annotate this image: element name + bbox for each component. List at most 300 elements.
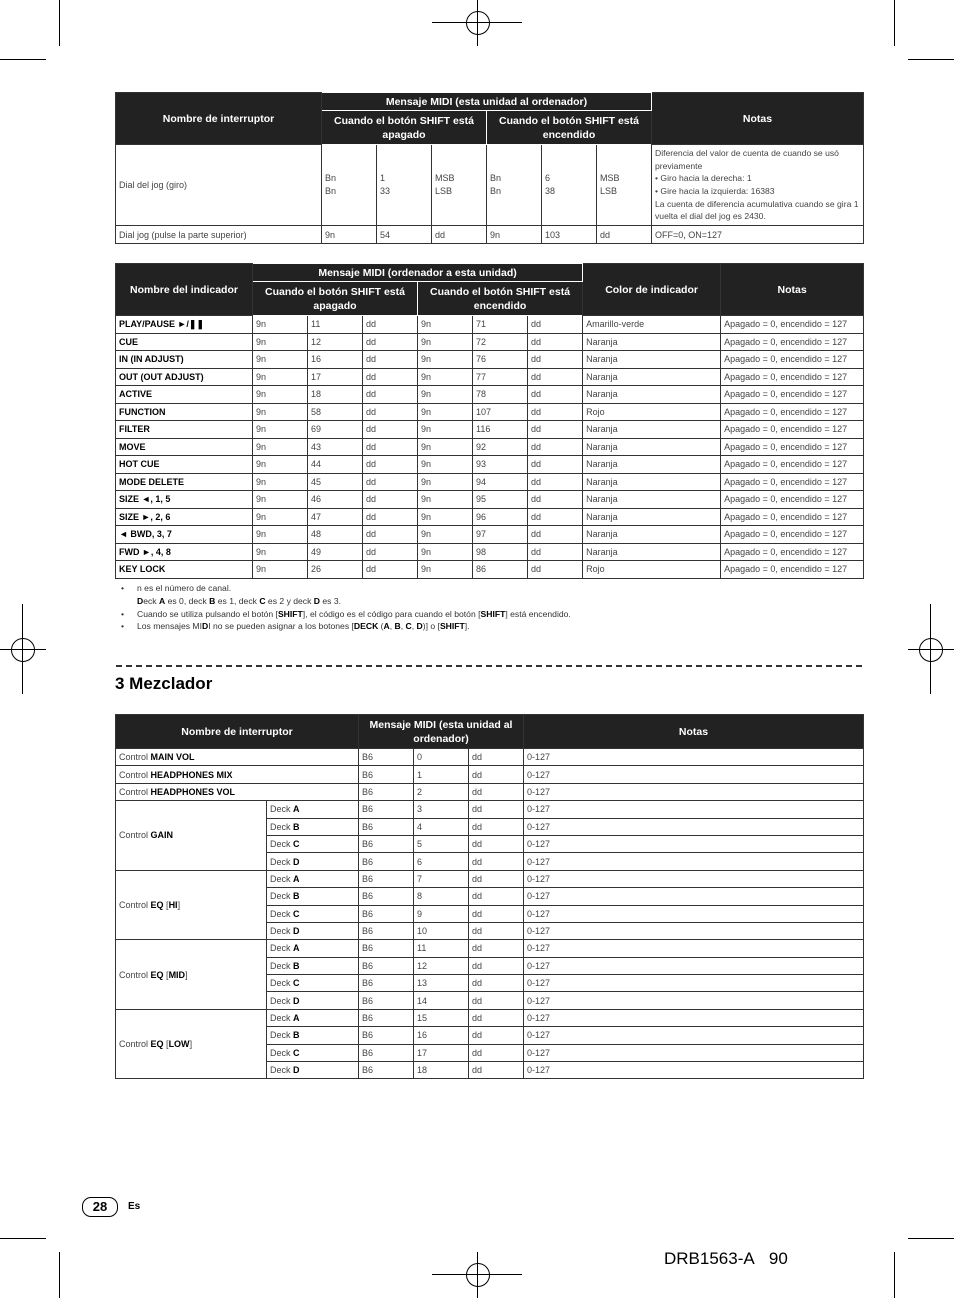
cell-notes: Diferencia del valor de cuenta de cuando se usó previamente • Giro hacia la derecha: 1 • Gire hacia la izquierda: 16383 La cuenta de diferencia acumulativa cuando se gira 1 vuelta el dial del jog es 2430. — [652, 145, 864, 226]
cell-notes: Apagado = 0, encendido = 127 — [721, 526, 864, 544]
cell-midi: 9n — [253, 491, 308, 509]
cell-notes: Apagado = 0, encendido = 127 — [721, 438, 864, 456]
cell-deck — [267, 957, 359, 974]
cell-midi: 6 — [414, 853, 469, 870]
cell-name — [116, 801, 267, 871]
table-row — [116, 749, 864, 766]
cell-midi: 9n — [418, 386, 473, 404]
cell-midi: 9n — [418, 456, 473, 474]
cell-midi: dd — [363, 368, 418, 386]
cell-notes: 0-127 — [524, 853, 864, 870]
table-row — [116, 526, 864, 544]
cell-midi: 9n — [253, 438, 308, 456]
cell-name: IN (IN ADJUST) — [116, 351, 253, 369]
cell-midi: 16 — [308, 351, 363, 369]
cell-midi: 9n — [418, 473, 473, 491]
table-row — [116, 403, 864, 421]
cell-midi: 116 — [473, 421, 528, 439]
cell-midi: dd — [469, 818, 524, 835]
cell-midi: dd — [363, 316, 418, 334]
deck-letter: D — [293, 1065, 300, 1076]
cell-color: Naranja — [583, 526, 721, 544]
bullet: • — [121, 608, 125, 619]
cell-midi: 9n — [418, 316, 473, 334]
cell-midi: B6 — [359, 975, 414, 992]
table-row — [116, 333, 864, 351]
cell-midi: 1 — [414, 766, 469, 783]
control-prefix: Control — [119, 1039, 149, 1050]
cell-midi: 96 — [473, 508, 528, 526]
cell-midi: 4 — [414, 818, 469, 835]
cell-midi: 9n — [253, 368, 308, 386]
cell-midi: 2 — [414, 783, 469, 800]
cell-midi: 12 — [308, 333, 363, 351]
cell-deck — [267, 922, 359, 939]
deck-letter: D — [293, 995, 300, 1006]
cell-name — [116, 749, 359, 766]
cell-name: Control EQ [LOW] — [116, 1009, 267, 1079]
cell-notes: 0-127 — [524, 818, 864, 835]
mixer-rows — [116, 749, 864, 1079]
cell-midi: 15 — [414, 1009, 469, 1026]
cell-midi: dd — [363, 333, 418, 351]
cell-midi: 3 — [414, 801, 469, 818]
cell-midi: dd — [469, 853, 524, 870]
cell-notes: Apagado = 0, encendido = 127 — [721, 456, 864, 474]
cell-name: Dial del jog (giro) — [116, 145, 322, 226]
cell-name: MOVE — [116, 438, 253, 456]
cell-midi: B6 — [359, 1044, 414, 1061]
col-header-midi: Mensaje MIDI (ordenador a esta unidad) — [253, 264, 583, 282]
cell-midi: dd — [469, 835, 524, 852]
cell-name — [116, 766, 359, 783]
table-row — [116, 473, 864, 491]
cell-notes: Apagado = 0, encendido = 127 — [721, 508, 864, 526]
cell-deck — [267, 801, 359, 818]
deck-letter: B — [293, 821, 300, 832]
cell-midi: 9n — [253, 421, 308, 439]
cell-midi: 9n — [253, 561, 308, 579]
control-name: HEADPHONES MIX — [150, 769, 233, 780]
cell-name: MODE DELETE — [116, 473, 253, 491]
col-header-notes: Notas — [524, 715, 864, 749]
cell-midi: dd — [528, 368, 583, 386]
table-row — [116, 316, 864, 334]
col-header-name: Nombre del indicador — [116, 264, 253, 316]
control-prefix: Control — [119, 969, 149, 980]
cell-deck — [267, 870, 359, 887]
control-prefix: Control — [119, 900, 149, 911]
cell-midi: 9n — [253, 543, 308, 561]
control-prefix: Control — [119, 752, 149, 763]
cell-midi: dd — [469, 922, 524, 939]
cell-midi: 9n — [253, 508, 308, 526]
cell-midi: B6 — [359, 818, 414, 835]
cell-midi: B6 — [359, 905, 414, 922]
cell-midi: B6 — [359, 835, 414, 852]
cell-midi: dd — [528, 333, 583, 351]
deck-letter: A — [293, 1013, 300, 1024]
deck-prefix: Deck — [270, 856, 291, 867]
cell-midi: dd — [469, 1062, 524, 1079]
cell-midi: 17 — [414, 1044, 469, 1061]
table-row — [116, 438, 864, 456]
footnote-deck-numbers: Deck A es 0, deck B es 1, deck C es 2 y deck D es 3. — [137, 595, 342, 606]
deck-letter: D — [293, 856, 300, 867]
deck-prefix: Deck — [270, 1047, 291, 1058]
cell-midi: dd — [528, 386, 583, 404]
indicator-midi-table — [115, 263, 864, 579]
cell-midi: Bn Bn — [487, 145, 542, 226]
cell-midi: 107 — [473, 403, 528, 421]
cell-midi: B6 — [359, 801, 414, 818]
cell-midi: dd — [363, 491, 418, 509]
cell-midi: 72 — [473, 333, 528, 351]
table-row — [116, 1009, 864, 1026]
cell-color: Naranja — [583, 351, 721, 369]
cell-name: PLAY/PAUSE ►/❚❚ — [116, 316, 253, 334]
cell-midi: dd — [528, 526, 583, 544]
deck-prefix: Deck — [270, 891, 291, 902]
cell-midi: MSB LSB — [597, 145, 652, 226]
cell-color: Naranja — [583, 438, 721, 456]
cell-color: Naranja — [583, 543, 721, 561]
cell-midi: 1 33 — [377, 145, 432, 226]
cell-notes: Apagado = 0, encendido = 127 — [721, 543, 864, 561]
deck-letter: C — [293, 978, 300, 989]
cell-notes: 0-127 — [524, 975, 864, 992]
deck-letter: C — [293, 839, 300, 850]
cell-midi: dd — [363, 508, 418, 526]
cell-notes: 0-127 — [524, 870, 864, 887]
table-row — [116, 421, 864, 439]
cell-midi: 9n — [418, 491, 473, 509]
cell-midi: dd — [469, 1009, 524, 1026]
eq-band: MID — [168, 969, 186, 980]
cell-midi: 94 — [473, 473, 528, 491]
col-header-midi: Mensaje MIDI (esta unidad al ordenador) — [322, 93, 652, 111]
cell-notes: Apagado = 0, encendido = 127 — [721, 316, 864, 334]
cell-midi: 95 — [473, 491, 528, 509]
table-row — [116, 386, 864, 404]
cell-color: Naranja — [583, 421, 721, 439]
control-name: EQ — [150, 969, 164, 980]
cell-midi: 69 — [308, 421, 363, 439]
cell-midi: 9n — [418, 421, 473, 439]
cell-deck — [267, 975, 359, 992]
cell-color: Amarillo-verde — [583, 316, 721, 334]
cell-midi: 92 — [473, 438, 528, 456]
cell-midi: dd — [469, 957, 524, 974]
cell-midi: dd — [363, 403, 418, 421]
control-name: EQ — [150, 900, 164, 911]
cell-midi: 9n — [253, 351, 308, 369]
col-header-shift-on: Cuando el botón SHIFT está encendido — [418, 282, 583, 316]
col-header-notes: Notas — [721, 264, 864, 316]
cell-deck — [267, 1027, 359, 1044]
cell-name: ◄ BWD, 3, 7 — [116, 526, 253, 544]
deck-prefix: Deck — [270, 1065, 291, 1076]
deck-letter: B — [293, 960, 300, 971]
control-prefix: Control — [119, 769, 149, 780]
cell-notes: Apagado = 0, encendido = 127 — [721, 368, 864, 386]
document-id: DRB1563-A 90 — [664, 1249, 788, 1268]
cell-name: KEY LOCK — [116, 561, 253, 579]
cell-midi: 9n — [418, 561, 473, 579]
cell-midi: B6 — [359, 1009, 414, 1026]
deck-prefix: Deck — [270, 839, 291, 850]
cell-notes: OFF=0, ON=127 — [652, 226, 864, 244]
deck-letter: A — [293, 873, 300, 884]
cell-midi: 71 — [473, 316, 528, 334]
control-prefix: Control — [119, 786, 149, 797]
cell-color: Naranja — [583, 491, 721, 509]
cell-name: Dial jog (pulse la parte superior) — [116, 226, 322, 244]
bullet: • — [121, 621, 125, 632]
indicator-rows — [116, 316, 864, 579]
cell-midi: 9n — [253, 526, 308, 544]
col-header-shift-off: Cuando el botón SHIFT está apagado — [322, 111, 487, 145]
cell-midi: 11 — [308, 316, 363, 334]
cell-color: Rojo — [583, 403, 721, 421]
cell-notes: Apagado = 0, encendido = 127 — [721, 403, 864, 421]
cell-midi: dd — [469, 749, 524, 766]
cell-midi: 78 — [473, 386, 528, 404]
table-row — [116, 940, 864, 957]
cell-midi: B6 — [359, 749, 414, 766]
cell-midi: dd — [363, 526, 418, 544]
deck-prefix: Deck — [270, 926, 291, 937]
cell-notes: 0-127 — [524, 1027, 864, 1044]
cell-midi: dd — [363, 543, 418, 561]
cell-midi: 77 — [473, 368, 528, 386]
cell-notes: 0-127 — [524, 992, 864, 1009]
jog-dial-midi-table — [115, 92, 864, 244]
cell-midi: 45 — [308, 473, 363, 491]
cell-midi: 17 — [308, 368, 363, 386]
cell-name: Control EQ [MID] — [116, 940, 267, 1010]
cell-midi: dd — [469, 766, 524, 783]
cell-midi: 48 — [308, 526, 363, 544]
cell-notes: Apagado = 0, encendido = 127 — [721, 333, 864, 351]
cell-color: Naranja — [583, 508, 721, 526]
table-row — [116, 801, 864, 818]
cell-midi: B6 — [359, 957, 414, 974]
cell-color: Naranja — [583, 368, 721, 386]
cell-midi: 9n — [418, 543, 473, 561]
cell-notes: Apagado = 0, encendido = 127 — [721, 473, 864, 491]
cell-midi: dd — [528, 491, 583, 509]
cell-midi: dd — [469, 870, 524, 887]
footnote-unassignable: Los mensajes MIDI no se pueden asignar a los botones [DECK (A, B, C, D)] o [SHIFT]. — [137, 621, 470, 632]
cell-midi: B6 — [359, 870, 414, 887]
cell-midi: B6 — [359, 888, 414, 905]
cell-midi: dd — [528, 543, 583, 561]
col-header-midi: Mensaje MIDI (esta unidad al ordenador) — [359, 715, 524, 749]
cell-notes: 0-127 — [524, 940, 864, 957]
cell-midi: MSB LSB — [432, 145, 487, 226]
deck-prefix: Deck — [270, 960, 291, 971]
cell-color: Rojo — [583, 561, 721, 579]
cell-midi: 103 — [542, 226, 597, 244]
cell-name: Control EQ [HI] — [116, 870, 267, 940]
cell-midi: dd — [528, 473, 583, 491]
cell-deck — [267, 1062, 359, 1079]
cell-deck — [267, 940, 359, 957]
bullet: • — [121, 583, 125, 593]
deck-letter: B — [293, 891, 300, 902]
cell-name: ACTIVE — [116, 386, 253, 404]
cell-name: SIZE ►, 2, 6 — [116, 508, 253, 526]
section-divider — [116, 665, 862, 667]
cell-midi: 6 38 — [542, 145, 597, 226]
cell-midi: 9n — [418, 368, 473, 386]
cell-midi: 9 — [414, 905, 469, 922]
cell-midi: 47 — [308, 508, 363, 526]
cell-midi: B6 — [359, 766, 414, 783]
col-header-name: Nombre de interruptor — [116, 93, 322, 145]
cell-midi: 5 — [414, 835, 469, 852]
cell-notes: 0-127 — [524, 888, 864, 905]
cell-midi: 18 — [308, 386, 363, 404]
cell-midi: dd — [469, 992, 524, 1009]
cell-name: OUT (OUT ADJUST) — [116, 368, 253, 386]
table-row — [116, 870, 864, 887]
cell-midi: dd — [469, 1027, 524, 1044]
deck-prefix: Deck — [270, 978, 291, 989]
cell-midi: 9n — [418, 403, 473, 421]
cell-midi: B6 — [359, 922, 414, 939]
cell-midi: 26 — [308, 561, 363, 579]
deck-prefix: Deck — [270, 873, 291, 884]
cell-midi: 9n — [253, 333, 308, 351]
cell-midi: 9n — [418, 526, 473, 544]
table-row — [116, 543, 864, 561]
cell-notes: Apagado = 0, encendido = 127 — [721, 491, 864, 509]
cell-midi: B6 — [359, 783, 414, 800]
cell-midi: 7 — [414, 870, 469, 887]
cell-midi: B6 — [359, 1027, 414, 1044]
section-title: 3 Mezclador — [115, 674, 213, 693]
cell-midi: 9n — [418, 333, 473, 351]
cell-notes: 0-127 — [524, 783, 864, 800]
cell-midi: 9n — [418, 351, 473, 369]
col-header-shift-on: Cuando el botón SHIFT está encendido — [487, 111, 652, 145]
deck-letter: A — [293, 943, 300, 954]
cell-midi: 11 — [414, 940, 469, 957]
table-row — [116, 368, 864, 386]
cell-midi: 9n — [487, 226, 542, 244]
mixer-midi-table — [115, 714, 864, 1079]
cell-midi: dd — [363, 438, 418, 456]
table-row — [116, 783, 864, 800]
cell-name: SIZE ◄, 1, 5 — [116, 491, 253, 509]
cell-midi: 54 — [377, 226, 432, 244]
cell-midi: 9n — [322, 226, 377, 244]
cell-midi: dd — [528, 561, 583, 579]
cell-midi: dd — [528, 456, 583, 474]
control-name: GAIN — [150, 830, 174, 841]
cell-midi: 9n — [253, 456, 308, 474]
cell-deck — [267, 853, 359, 870]
cell-notes: 0-127 — [524, 1044, 864, 1061]
cell-midi: Bn Bn — [322, 145, 377, 226]
cell-notes: 0-127 — [524, 749, 864, 766]
cell-midi: 9n — [253, 403, 308, 421]
cell-notes: Apagado = 0, encendido = 127 — [721, 351, 864, 369]
cell-midi: dd — [597, 226, 652, 244]
cell-midi: 46 — [308, 491, 363, 509]
cell-midi: 9n — [253, 473, 308, 491]
cell-midi: B6 — [359, 853, 414, 870]
cell-notes: 0-127 — [524, 905, 864, 922]
deck-prefix: Deck — [270, 943, 291, 954]
cell-midi: dd — [469, 975, 524, 992]
col-header-color: Color de indicador — [583, 264, 721, 316]
table-row — [116, 508, 864, 526]
cell-midi: dd — [528, 438, 583, 456]
cell-deck — [267, 888, 359, 905]
cell-midi: dd — [363, 351, 418, 369]
cell-midi: 44 — [308, 456, 363, 474]
control-name: MAIN VOL — [150, 752, 195, 763]
cell-deck — [267, 835, 359, 852]
cell-midi: dd — [469, 783, 524, 800]
footnote-channel: n es el número de canal. — [137, 583, 232, 593]
eq-band: LOW — [168, 1039, 190, 1050]
footnote-shift: Cuando se utiliza pulsando el botón [SHIFT], el código es el código para cuando el botón [SHIFT] está encendido. — [137, 608, 571, 619]
cell-deck — [267, 818, 359, 835]
cell-color: Naranja — [583, 473, 721, 491]
page-number: 28 — [82, 1197, 118, 1217]
table-row — [116, 491, 864, 509]
language-label: Es — [128, 1201, 141, 1212]
cell-color: Naranja — [583, 386, 721, 404]
cell-midi: dd — [469, 801, 524, 818]
cell-midi: 9n — [253, 316, 308, 334]
col-header-notes: Notas — [652, 93, 864, 145]
cell-midi: dd — [528, 316, 583, 334]
deck-prefix: Deck — [270, 821, 291, 832]
cell-name: CUE — [116, 333, 253, 351]
cell-notes: 0-127 — [524, 922, 864, 939]
cell-midi: dd — [363, 421, 418, 439]
cell-midi: 14 — [414, 992, 469, 1009]
cell-midi: dd — [469, 1044, 524, 1061]
cell-midi: 9n — [253, 386, 308, 404]
cell-name: HOT CUE — [116, 456, 253, 474]
cell-name — [116, 783, 359, 800]
cell-midi: 98 — [473, 543, 528, 561]
cell-deck — [267, 905, 359, 922]
cell-midi: 76 — [473, 351, 528, 369]
cell-midi: dd — [363, 473, 418, 491]
cell-midi: 58 — [308, 403, 363, 421]
deck-prefix: Deck — [270, 1030, 291, 1041]
footnotes — [121, 582, 571, 633]
cell-color: Naranja — [583, 456, 721, 474]
eq-band: HI — [168, 900, 178, 911]
col-header-shift-off: Cuando el botón SHIFT está apagado — [253, 282, 418, 316]
cell-midi: 9n — [418, 438, 473, 456]
cell-midi: 86 — [473, 561, 528, 579]
cell-midi: 0 — [414, 749, 469, 766]
cell-notes: Apagado = 0, encendido = 127 — [721, 386, 864, 404]
deck-prefix: Deck — [270, 804, 291, 815]
cell-midi: dd — [469, 905, 524, 922]
cell-name: FUNCTION — [116, 403, 253, 421]
deck-letter: C — [293, 908, 300, 919]
